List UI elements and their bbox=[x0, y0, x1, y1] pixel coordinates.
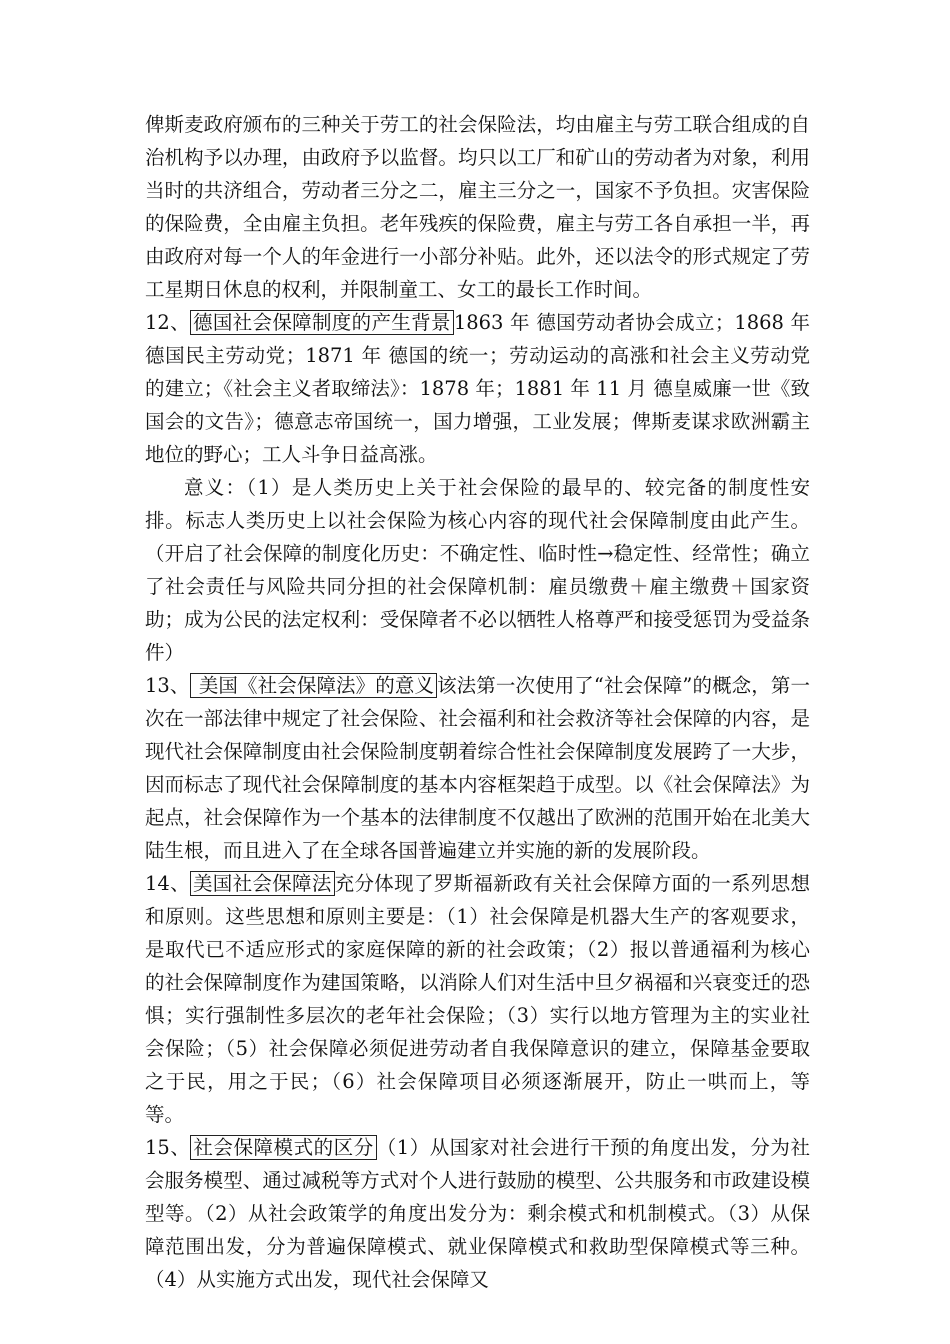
section-14-body: 充分体现了罗斯福新政有关社会保障方面的一系列思想和原则。这些思想和原则主要是：（1）社会保障是机器大生产的客观要求，是取代已不适应形式的家庭保障的新的社会政策；（2）报以普通福利为核心的社会保障制度作为建国策略，以消除人们对生活中旦夕祸福和兴衰变迁的恐惧；实行强制性多层次的老年社会保险；（3）实行以地方管理为主的实业社会保险；（5）社会保障必须促进劳动者自我保障意识的建立，保障基金要取之于民，用之于民；（6）社会保障项目必须逐渐展开，防止一哄而上，等等。 bbox=[145, 872, 810, 1126]
section-12-heading: 德国社会保障制度的产生背景 bbox=[190, 310, 454, 335]
section-14-heading: 美国社会保障法 bbox=[190, 871, 335, 896]
intro-paragraph: 俾斯麦政府颁布的三种关于劳工的社会保险法，均由雇主与劳工联合组成的自治机构予以办理，由政府予以监督。均只以工厂和矿山的劳动者为对象，利用当时的共济组合，劳动者三分之二，雇主三分之一，国家不予负担。灾害保险的保险费，全由雇主负担。老年残疾的保险费，雇主与劳工各自承担一半，再由政府对每一个人的年金进行一小部分补贴。此外，还以法令的形式规定了劳工星期日休息的权利，并限制童工、女工的最长工作时间。 bbox=[145, 113, 810, 301]
section-12-significance: 意义：（1）是人类历史上关于社会保险的最早的、较完备的制度性安排。标志人类历史上以社会保险为核心内容的现代社会保障制度由此产生。（开启了社会保障的制度化历史：不确定性、临时性→稳定性、经常性；确立了社会责任与风险共同分担的社会保障机制：雇员缴费＋雇主缴费＋国家资助；成为公民的法定权利：受保障者不必以牺牲人格尊严和接受惩罚为受益条件） bbox=[145, 476, 810, 664]
section-15-number: 15、 bbox=[145, 1136, 191, 1159]
section-13-heading: 美国《社会保障法》的意义 bbox=[190, 673, 438, 698]
section-13-paragraph bbox=[145, 669, 810, 867]
document-page bbox=[145, 108, 810, 1296]
section-12-body: 1863 年 德国劳动者协会成立；1868 年 德国民主劳动党；1871 年 德国的统一；劳动运动的高涨和社会主义劳动党的建立；《社会主义者取缔法》：1878 年；1881 年 11 月 德皇威廉一世《致国会的文告》；德意志帝国统一，国力增强，工业发展；俾斯麦谋求欧洲霸主地位的野心；工人斗争日益高涨。 bbox=[145, 311, 810, 466]
section-14-number: 14、 bbox=[145, 872, 190, 895]
section-15-body: （1）从国家对社会进行干预的角度出发，分为社会服务模型、通过减税等方式对个人进行鼓励的模型、公共服务和市政建设模型等。（2）从社会政策学的角度出发分为：剩余模式和机制模式。（3）从保障范围出发，分为普遍保障模式、就业保障模式和救助型保障模式等三种。（4）从实施方式出发，现代社会保障又 bbox=[145, 1136, 810, 1291]
section-12-paragraph bbox=[145, 306, 810, 471]
section-12-number: 12、 bbox=[145, 311, 190, 334]
section-15-heading: 社会保障模式的区分 bbox=[190, 1135, 376, 1160]
section-15-paragraph bbox=[145, 1131, 810, 1296]
section-14-paragraph bbox=[145, 867, 810, 1131]
section-13-body: 该法第一次使用了“社会保障”的概念，第一次在一部法律中规定了社会保险、社会福利和社会救济等社会保障的内容，是现代社会保障制度由社会保险制度朝着综合性社会保障制度发展跨了一大步，因而标志了现代社会保障制度的基本内容框架趋于成型。以《社会保障法》为起点，社会保障作为一个基本的法律制度不仅越出了欧洲的范围开始在北美大陆生根，而且进入了在全球各国普遍建立并实施的新的发展阶段。 bbox=[145, 674, 810, 862]
section-13-number: 13、 bbox=[145, 674, 190, 697]
